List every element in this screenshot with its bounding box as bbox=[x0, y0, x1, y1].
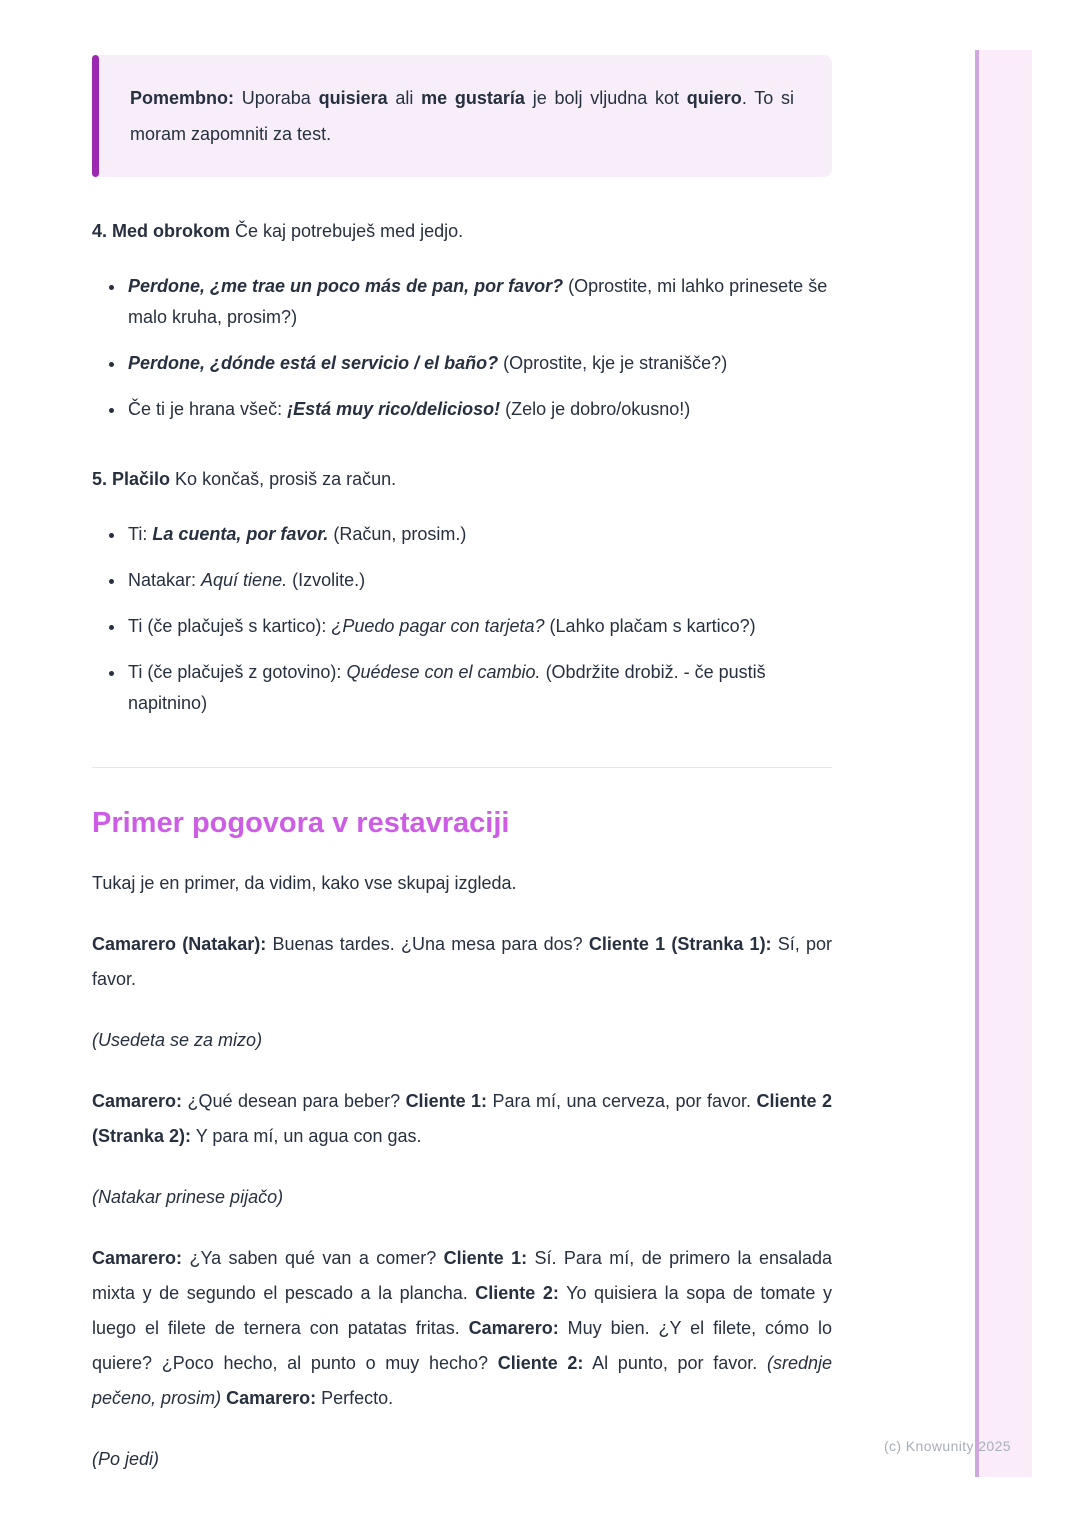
page-side-decoration bbox=[975, 50, 1032, 1477]
phrase-list-med-obrokom bbox=[92, 271, 832, 425]
side-accent-panel bbox=[979, 50, 1032, 1477]
stage-direction: (Usedeta se za mizo) bbox=[92, 1030, 263, 1050]
section-heading-4-med-obrokom: 4. Med obrokom Če kaj potrebuješ med jedjo. bbox=[92, 221, 464, 241]
important-callout-text: Pomembno: Uporaba quisiera ali me gustaría je bolj vljudna kot quiero. To si moram zapomniti za test. bbox=[130, 88, 795, 144]
list-item: • Če ti je hrana všeč: ¡Está muy rico/delicioso! (Zelo je dobro/okusno!) bbox=[126, 394, 832, 425]
example-intro: Tukaj je en primer, da vidim, kako vse skupaj izgleda. bbox=[92, 873, 517, 893]
dialogue-paragraph: Camarero (Natakar): Buenas tardes. ¿Una mesa para dos? Cliente 1 (Stranka 1): Sí, por favor. bbox=[92, 934, 832, 989]
list-item: • Ti (če plačuješ s kartico): ¿Puedo pagar con tarjeta? (Lahko plačam s kartico?) bbox=[126, 611, 832, 642]
stage-direction: (Natakar prinese pijačo) bbox=[92, 1187, 284, 1207]
list-item: • Ti: La cuenta, por favor. (Račun, prosim.) bbox=[126, 519, 832, 550]
dialogue-paragraph: Camarero: ¿Qué desean para beber? Cliente 1: Para mí, una cerveza, por favor. Cliente 2 (Stranka 2): Y para mí, un agua con gas. bbox=[92, 1091, 832, 1146]
list-item: • Natakar: Aquí tiene. (Izvolite.) bbox=[126, 565, 832, 596]
copyright-watermark: (c) Knowunity 2025 bbox=[883, 1438, 1011, 1454]
phrase-list-placilo bbox=[92, 519, 832, 719]
section-heading-5-placilo: 5. Plačilo Ko končaš, prosiš za račun. bbox=[92, 469, 397, 489]
example-section-title: Primer pogovora v restavraciji bbox=[92, 807, 510, 839]
list-item: • Ti (če plačuješ z gotovino): Quédese con el cambio. (Obdržite drobiž. - če pustiš napitnino) bbox=[126, 657, 832, 719]
dialogue-paragraph: Camarero: ¿Ya saben qué van a comer? Cliente 1: Sí. Para mí, de primero la ensalada mixta y de segundo el pescado a la plancha. Cliente 2: Yo quisiera la sopa de tomate y luego el filete de ternera con patatas fritas. Camarero: Muy bien. ¿Y el filete, cómo lo quiere? ¿Poco hecho, al punto o muy hecho? Cliente 2: Al punto, por favor. (srednje pečeno, prosim) Camarero: Perfecto. bbox=[92, 1248, 833, 1408]
section-divider bbox=[92, 767, 832, 768]
list-item: • Perdone, ¿dónde está el servicio / el baño? (Oprostite, kje je stranišče?) bbox=[126, 348, 832, 379]
document-content bbox=[92, 0, 832, 1503]
stage-direction: (Po jedi) bbox=[92, 1449, 160, 1469]
important-callout bbox=[92, 55, 832, 177]
list-item: • Perdone, ¿me trae un poco más de pan, por favor? (Oprostite, mi lahko prinesete še malo kruha, prosim?) bbox=[126, 271, 832, 333]
